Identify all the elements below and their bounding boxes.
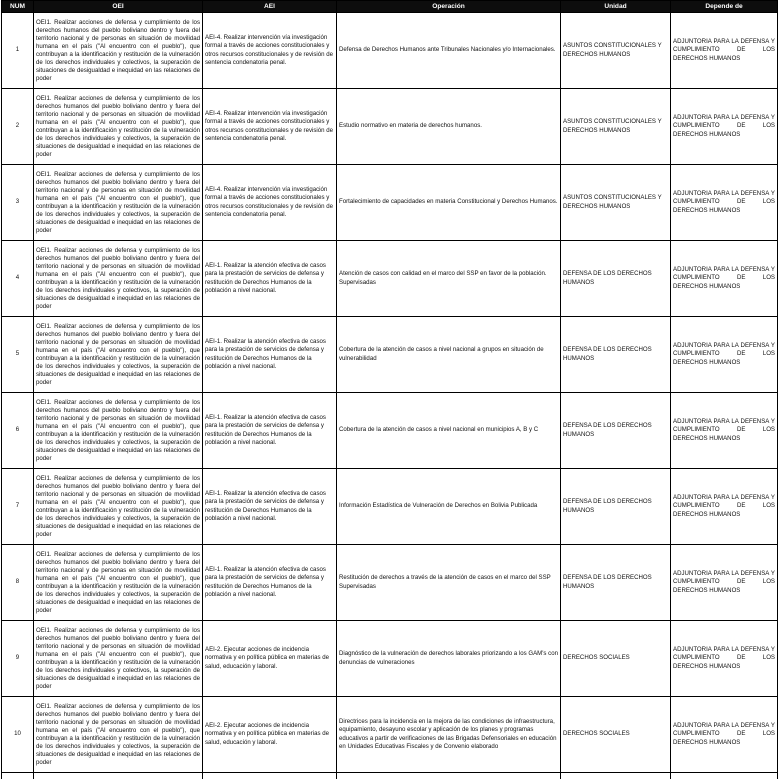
cell-oei: OEI1. Realizar acciones de defensa y cumplimiento de los derechos humanos del pueblo boliviano dentro y fuera del territorio nacional y de personas en situación de movilidad humana en el país ("Al encuentro con el pueblo"), que contribuyan a la identificación y restitución de la vulneración de los derechos individuales y colectivos, la superación de situaciones de desigualdad e inequidad en las relaciones de poder — [34, 13, 203, 89]
table-row — [2, 13, 778, 89]
cell-aei: AEI-4. Realizar intervención vía investigación formal a través de acciones constitucionales y otros recursos constitucionales y de revisión de sentencia condenatoria penal. — [203, 89, 337, 165]
cell-depende: ADJUNTORIA PARA LA DEFENSA Y CUMPLIMIENTO DE LOS DERECHOS HUMANOS — [671, 13, 778, 89]
cell-oei: OEI1. Realizar acciones de defensa y cumplimiento de los derechos humanos del pueblo boliviano dentro y fuera del territorio nacional y de personas en situación de movilidad humana en el país ("Al encuentro con el pueblo"), que contribuyan a la identificación y restitución de la vulneración de los derechos individuales y colectivos, la superación de situaciones de desigualdad e inequidad en las relaciones de poder — [34, 545, 203, 621]
cell-aei: AEI-4. Realizar intervención vía investigación formal a través de acciones constitucionales y otros recursos constitucionales y de revisión de sentencia condenatoria penal. — [203, 165, 337, 241]
table-row — [2, 469, 778, 545]
cell-depende: ADJUNTORIA PARA LA DEFENSA Y CUMPLIMIENTO DE LOS DERECHOS HUMANOS — [671, 621, 778, 697]
cell-operacion: Fortalecimiento de capacidades en materia Constitucional y Derechos Humanos. — [337, 165, 561, 241]
cell-oei: OEI1. Realizar acciones de defensa y cumplimiento de los derechos humanos del pueblo boliviano dentro y fuera del territorio nacional y de personas en situación de movilidad humana en el país ("Al encuentro con el pueblo"), que contribuyan a la identificación y restitución de la vulneración de los derechos individuales y colectivos, la superación de situaciones de desigualdad e inequidad en las relaciones de poder — [34, 621, 203, 697]
column-header-depende: Depende de — [671, 1, 778, 13]
cell-depende: ADJUNTORIA PARA LA DEFENSA Y CUMPLIMIENTO DE LOS DERECHOS HUMANOS — [671, 469, 778, 545]
cell-oei: OEI1. Realizar acciones de defensa y cumplimiento de los derechos humanos del pueblo boliviano dentro y fuera del territorio nacional y de personas en situación de movilidad humana en el país ("Al encuentro con el pueblo"), que contribuyan a la identificación y restitución de la vulneración de los derechos individuales y colectivos, la superación de situaciones de desigualdad e inequidad en las relaciones de poder — [34, 317, 203, 393]
cell-aei: AEI-2. Ejecutar acciones de incidencia normativa y en política pública en materias de salud, educación y laboral. — [203, 621, 337, 697]
cell-num: 4 — [2, 241, 34, 317]
cell-oei: OEI1. Realizar acciones de defensa y cumplimiento de los derechos humanos del pueblo boliviano dentro y fuera del territorio nacional y de personas en situación de movilidad humana en el país ("Al encuentro con el pueblo"), que contribuyan a la identificación y restitución de la vulneración de los derechos individuales y colectivos, la superación de situaciones de desigualdad e inequidad en las relaciones de poder — [34, 469, 203, 545]
cell-unidad: ASUNTOS CONSTITUCIONALES Y DERECHOS HUMANOS — [561, 165, 671, 241]
cell-unidad: ASUNTOS CONSTITUCIONALES Y DERECHOS HUMANOS — [561, 13, 671, 89]
table-row — [2, 697, 778, 773]
table-row — [2, 165, 778, 241]
table-body — [2, 13, 778, 779]
cell-aei: AEI-1. Realizar la atención efectiva de casos para la prestación de servicios de defensa y restitución de Derechos Humanos de la población a nivel nacional. — [203, 317, 337, 393]
cell-aei: AEI-1. Realizar la atención efectiva de casos para la prestación de servicios de defensa y restitución de Derechos Humanos de la población a nivel nacional. — [203, 241, 337, 317]
cell-depende: ADJUNTORIA PARA LA DEFENSA Y CUMPLIMIENTO DE LOS DERECHOS HUMANOS — [671, 317, 778, 393]
cell-unidad: DERECHOS SOCIALES — [561, 621, 671, 697]
cell-operacion: Cobertura de la atención de casos a nivel nacional en municipios A, B y C — [337, 393, 561, 469]
table-row — [2, 89, 778, 165]
table-row — [2, 621, 778, 697]
cell-aei: AEI-2. Ejecutar acciones de incidencia normativa y en política pública en materias de salud, educación y laboral. — [203, 697, 337, 773]
cell-aei: AEI-4. Realizar intervención vía investigación formal a través de acciones constitucionales y otros recursos constitucionales y de revisión de sentencia condenatoria penal. — [203, 13, 337, 89]
cell-empty — [671, 773, 778, 779]
cell-oei: OEI1. Realizar acciones de defensa y cumplimiento de los derechos humanos del pueblo boliviano dentro y fuera del territorio nacional y de personas en situación de movilidad humana en el país ("Al encuentro con el pueblo"), que contribuyan a la identificación y restitución de la vulneración de los derechos individuales y colectivos, la superación de situaciones de desigualdad e inequidad en las relaciones de poder — [34, 393, 203, 469]
cell-unidad: DEFENSA DE LOS DERECHOS HUMANOS — [561, 317, 671, 393]
cell-depende: ADJUNTORIA PARA LA DEFENSA Y CUMPLIMIENTO DE LOS DERECHOS HUMANOS — [671, 241, 778, 317]
cell-num: 10 — [2, 697, 34, 773]
table-row — [2, 393, 778, 469]
cell-depende: ADJUNTORIA PARA LA DEFENSA Y CUMPLIMIENTO DE LOS DERECHOS HUMANOS — [671, 165, 778, 241]
cell-operacion: Estudio normativo en materia de derechos humanos. — [337, 89, 561, 165]
cell-empty — [337, 773, 561, 779]
cell-operacion: Directrices para la incidencia en la mejora de las condiciones de infraestructura, equipamiento, desayuno escolar y aplicación de los planes y programas educativos a partir de verificaciones de las Brigadas Defensoriales en educación en Unidades Educativas Fiscales y de Convenio elaborado — [337, 697, 561, 773]
cell-num: 7 — [2, 469, 34, 545]
column-header-operacion: Operación — [337, 1, 561, 13]
operations-table — [1, 0, 778, 779]
column-header-unidad: Unidad — [561, 1, 671, 13]
cell-depende: ADJUNTORIA PARA LA DEFENSA Y CUMPLIMIENTO DE LOS DERECHOS HUMANOS — [671, 697, 778, 773]
table-row — [2, 317, 778, 393]
cell-depende: ADJUNTORIA PARA LA DEFENSA Y CUMPLIMIENTO DE LOS DERECHOS HUMANOS — [671, 545, 778, 621]
table-header-row — [2, 1, 778, 13]
column-header-num: NUM — [2, 1, 34, 13]
cell-num: 1 — [2, 13, 34, 89]
cell-aei: AEI-1. Realizar la atención efectiva de casos para la prestación de servicios de defensa y restitución de Derechos Humanos de la población a nivel nacional. — [203, 545, 337, 621]
table-row — [2, 545, 778, 621]
cell-unidad: DEFENSA DE LOS DERECHOS HUMANOS — [561, 241, 671, 317]
cell-operacion: Cobertura de la atención de casos a nivel nacional a grupos en situación de vulnerabilidad — [337, 317, 561, 393]
cell-depende: ADJUNTORIA PARA LA DEFENSA Y CUMPLIMIENTO DE LOS DERECHOS HUMANOS — [671, 393, 778, 469]
cell-num: 2 — [2, 89, 34, 165]
cell-operacion: Restitución de derechos a través de la atención de casos en el marco del SSP Supervisadas — [337, 545, 561, 621]
cell-num: 3 — [2, 165, 34, 241]
cell-aei: AEI-1. Realizar la atención efectiva de casos para la prestación de servicios de defensa y restitución de Derechos Humanos de la población a nivel nacional. — [203, 393, 337, 469]
cell-operacion: Defensa de Derechos Humanos ante Tribunales Nacionales y/o Internacionales. — [337, 13, 561, 89]
cell-empty — [561, 773, 671, 779]
cell-unidad: DERECHOS SOCIALES — [561, 697, 671, 773]
cell-unidad: ASUNTOS CONSTITUCIONALES Y DERECHOS HUMANOS — [561, 89, 671, 165]
cell-num: 8 — [2, 545, 34, 621]
cell-oei: OEI1. Realizar acciones de defensa y cumplimiento de los derechos humanos del pueblo boliviano dentro y fuera del territorio nacional y de personas en situación de movilidad humana en el país ("Al encuentro con el pueblo"), que contribuyan a la identificación y restitución de la vulneración de los derechos individuales y colectivos, la superación de situaciones de desigualdad e inequidad en las relaciones de poder — [34, 697, 203, 773]
cell-empty — [34, 773, 203, 779]
table-row — [2, 241, 778, 317]
cell-empty — [2, 773, 34, 779]
cell-oei: OEI1. Realizar acciones de defensa y cumplimiento de los derechos humanos del pueblo boliviano dentro y fuera del territorio nacional y de personas en situación de movilidad humana en el país ("Al encuentro con el pueblo"), que contribuyan a la identificación y restitución de la vulneración de los derechos individuales y colectivos, la superación de situaciones de desigualdad e inequidad en las relaciones de poder — [34, 241, 203, 317]
cell-oei: OEI1. Realizar acciones de defensa y cumplimiento de los derechos humanos del pueblo boliviano dentro y fuera del territorio nacional y de personas en situación de movilidad humana en el país ("Al encuentro con el pueblo"), que contribuyan a la identificación y restitución de la vulneración de los derechos individuales y colectivos, la superación de situaciones de desigualdad e inequidad en las relaciones de poder — [34, 89, 203, 165]
cell-num: 5 — [2, 317, 34, 393]
cell-operacion: Atención de casos con calidad en el marco del SSP en favor de la población. Supervisadas — [337, 241, 561, 317]
cell-num: 9 — [2, 621, 34, 697]
cell-unidad: DEFENSA DE LOS DERECHOS HUMANOS — [561, 545, 671, 621]
cell-aei: AEI-1. Realizar la atención efectiva de casos para la prestación de servicios de defensa y restitución de Derechos Humanos de la población a nivel nacional. — [203, 469, 337, 545]
cell-num: 6 — [2, 393, 34, 469]
cell-operacion: Diagnóstico de la vulneración de derechos laborales priorizando a los GAM's con denuncias de vulneraciones — [337, 621, 561, 697]
cell-depende: ADJUNTORIA PARA LA DEFENSA Y CUMPLIMIENTO DE LOS DERECHOS HUMANOS — [671, 89, 778, 165]
column-header-aei: AEI — [203, 1, 337, 13]
cell-unidad: DEFENSA DE LOS DERECHOS HUMANOS — [561, 393, 671, 469]
column-header-oei: OEI — [34, 1, 203, 13]
table-row-partial — [2, 773, 778, 779]
cell-empty — [203, 773, 337, 779]
cell-unidad: DEFENSA DE LOS DERECHOS HUMANOS — [561, 469, 671, 545]
cell-oei: OEI1. Realizar acciones de defensa y cumplimiento de los derechos humanos del pueblo boliviano dentro y fuera del territorio nacional y de personas en situación de movilidad humana en el país ("Al encuentro con el pueblo"), que contribuyan a la identificación y restitución de la vulneración de los derechos individuales y colectivos, la superación de situaciones de desigualdad e inequidad en las relaciones de poder — [34, 165, 203, 241]
cell-operacion: Información Estadística de Vulneración de Derechos en Bolivia Publicada — [337, 469, 561, 545]
